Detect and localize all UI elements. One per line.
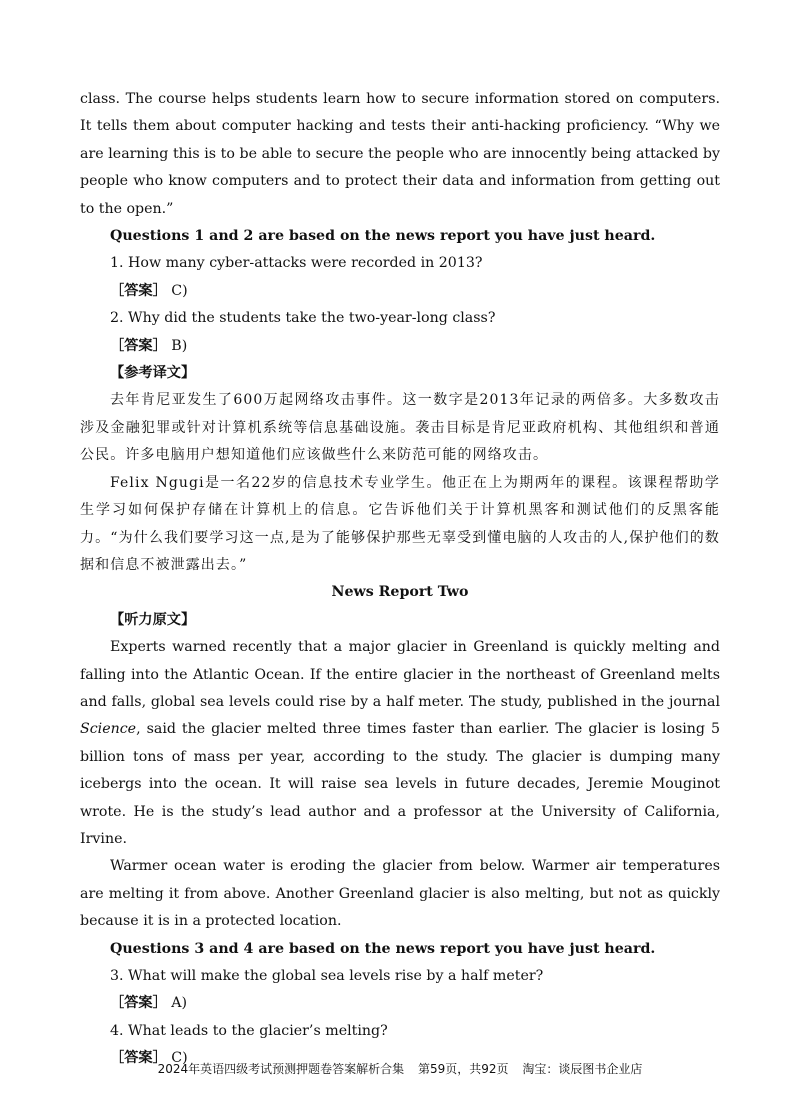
page-footer [0, 1060, 800, 1077]
reference-translation-label: 【参考译文】 [110, 365, 196, 382]
paragraph-text-a: Experts warned recently that a major glacier in Greenland is quickly melting and falling into the Atlantic Ocean. If the entire glacier in the northeast of Greenland melts and falls, global sea levels could rise by a half meter. The study, published in the journal [80, 639, 720, 710]
answer-label: ［答案］ [110, 995, 167, 1012]
answer-value: C) [166, 1050, 188, 1067]
footer-book-title: 2024年英语四级考试预测押题卷答案解析合集 [157, 1062, 405, 1076]
footer-page-number: 第59页，共92页 [417, 1062, 509, 1076]
answer-label: ［答案］ [110, 1050, 167, 1067]
question-3: 3. What will make the global sea levels rise by a half meter? [110, 968, 544, 984]
question-1: 1. How many cyber-attacks were recorded in 2013? [110, 255, 483, 272]
answer-label: ［答案］ [110, 282, 167, 299]
answer-3 [80, 990, 720, 1017]
questions-1-2-intro: Questions 1 and 2 are based on the news report you have just heard. [110, 228, 656, 245]
journal-name: Science [80, 721, 137, 738]
paragraph-text-b: , said the glacier melted three times faster than earlier. The glacier is losing 5 billion tons of mass per year, according to the study. The glacier is dumping many icebergs into the ocean. It will raise sea levels in future decades, Jeremie Mouginot wrote. He is the study’s lead author and a professor at the University of California, Irvine. [80, 721, 720, 847]
footer-shop: 淘宝：谈辰图书企业店 [522, 1062, 643, 1076]
answer-value: B) [166, 337, 188, 354]
listening-original-label: 【听力原文】 [110, 611, 196, 628]
answer-label: ［答案］ [110, 337, 167, 354]
document-page [80, 86, 720, 1073]
question-2: 2. Why did the students take the two-year-long class? [110, 310, 496, 327]
translation-paragraph-1: 去年肯尼亚发生了600万起网络攻击事件。这一数字是2013年记录的两倍多。大多数攻击涉及金融犯罪或针对计算机系统等信息基础设施。袭击目标是肯尼亚政府机构、其他组织和普通公民。许多电脑用户想知道他们应该做些什么来防范可能的网络攻击。 [80, 392, 720, 464]
paragraph-glacier-2: Warmer ocean water is eroding the glacier from below. Warmer air temperatures are melting it from above. Another Greenland glacier is also melting, but not as quickly because it is in a protected location. [80, 858, 720, 930]
question-4: 4. What leads to the glacier’s melting? [110, 1022, 388, 1039]
section-title: News Report Two [331, 584, 469, 601]
paragraph-glacier-1 [80, 634, 720, 853]
answer-2 [80, 333, 720, 360]
answer-value: C) [166, 282, 188, 299]
translation-paragraph-2: Felix Ngugi是一名22岁的信息技术专业学生。他正在上为期两年的课程。该课程帮助学生学习如何保护存储在计算机上的信息。它告诉他们关于计算机黑客和测试他们的反黑客能力。“为什么我们要学习这一点,是为了能够保护那些无辜受到懂电脑的人攻击的人,保护他们的数据和信息不被泄露出去。” [80, 474, 720, 573]
answer-value: A) [166, 995, 188, 1012]
paragraph-continued: class. The course helps students learn how to secure information stored on computers. It tells them about computer hacking and tests their anti-hacking proficiency. “Why we are learning this is to be able to secure the people who are innocently being attacked by people who know computers and to protect their data and information from getting out to the open.” [80, 91, 720, 217]
questions-3-4-intro: Questions 3 and 4 are based on the news report you have just heard. [110, 940, 656, 957]
answer-1 [80, 278, 720, 305]
